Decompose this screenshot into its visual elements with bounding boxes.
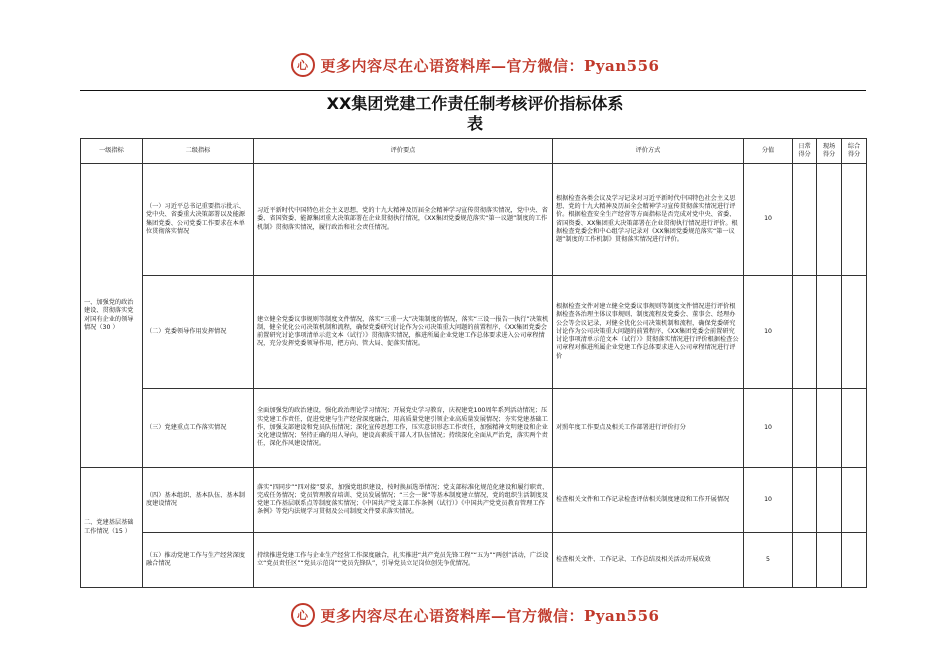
indicator-table: [80, 138, 867, 588]
evaluation-method: 根据检查各类会议及学习记录对习近平新时代中国特色社会主义思想、党的十九大精神及历届全会精神学习宣传贯彻落实情况进行评价。根据检查安全生产经营等方面指标是否完成对党中央、省委、省国资委、XX集团重大决策部署在企业贯彻执行情况进行评价。根据检查党委会和中心组学习记录对《XX集团党委规范落实“第一议题”制度的工作机制》贯彻落实情况进行评价。: [553, 164, 744, 276]
evaluation-points: 习近平新时代中国特色社会主义思想，党的十九大精神及历届全会精神学习宣传贯彻落实情况，党中央、省委、省国资委、能源集团重大决策部署在企业贯彻执行情况，《XX集团党委规范落实“第一议题”制度的工作机制》贯彻落实情况，履行政治和社会责任情况。: [254, 164, 553, 276]
score-value: 10: [744, 164, 793, 276]
header-onsite: 现场得分: [817, 139, 842, 164]
secondary-indicator: （三）党建重点工作落实情况: [143, 389, 254, 468]
primary-indicator: 一、加强党的政治建设、贯彻落实党对国有企业的领导情况（30 ）: [81, 164, 143, 468]
daily-score-cell: [793, 276, 817, 389]
daily-score-cell: [793, 389, 817, 468]
header-primary: 一级指标: [81, 139, 143, 164]
total-score-cell: [842, 276, 867, 389]
score-value: 10: [744, 389, 793, 468]
watermark-banner-top: [0, 50, 950, 80]
evaluation-method: 检查相关文件和工作记录检查评估相关制度建设和工作开展情况: [553, 468, 744, 533]
secondary-indicator: （五）推动党建工作与生产经营深度融合情况: [143, 533, 254, 588]
primary-indicator: 二、党建基层基础工作情况（15 ）: [81, 468, 143, 588]
evaluation-points: 全面加强党的政治建设，强化政治理论学习情况；开展党史学习教育，庆祝建党100周年系列活动情况；压实党建工作责任，促进党建与生产经营深度融合，用高质量党建引领企业高质量发展情况；夯实党建基础工作，加强支部建设和党员队伍情况；深化宣传思想工作，压实意识形态工作责任，加强精神文明建设和企业文化建设情况；坚持正确的用人导向，建设高素质干部人才队伍情况；持续深化全面从严治党，落实两个责任，深化作风建设情况。: [254, 389, 553, 468]
table-row: [81, 468, 867, 533]
header-points: 评价要点: [254, 139, 553, 164]
header-method: 评价方式: [553, 139, 744, 164]
document-title: [0, 94, 950, 134]
onsite-score-cell: [817, 533, 842, 588]
logo-seal-icon: 心: [291, 603, 315, 627]
table-header-row: [81, 139, 867, 164]
evaluation-points: 落实“四同步”“四对接”要求，加强党组织建设，按时换届选举情况；党支部标准化规范化建设和履行职责、完成任务情况；党员管理教育培训、党员发展情况；“三会一课”等基本制度建立情况，党的组织生活制度及党建工作基层联系点等制度落实情况；《中国共产党支部工作条例（试行）》《中国共产党党员教育管理工作条例》等党内法规学习贯彻及公司制度文件要求落实情况。: [254, 468, 553, 533]
score-value: 5: [744, 533, 793, 588]
onsite-score-cell: [817, 276, 842, 389]
score-value: 10: [744, 276, 793, 389]
header-rule: [80, 90, 866, 91]
evaluation-points: 持续推进党建工作与企业生产经营工作深度融合，扎实推进“共产党员先锋工程”“五为”“两创”活动，广泛设立“党员责任区”“党员示范岗”“党员先锋队”，引导党员立足岗位创先争优情况。: [254, 533, 553, 588]
watermark-text: 更多内容尽在心语资料库—官方微信：Pyan556: [320, 606, 660, 625]
table-row: [81, 276, 867, 389]
onsite-score-cell: [817, 164, 842, 276]
total-score-cell: [842, 468, 867, 533]
header-total: 综合得分: [842, 139, 867, 164]
onsite-score-cell: [817, 389, 842, 468]
evaluation-points: 建立健全党委议事规则等制度文件情况，落实“三重一大”决策制度的情况，落实“三设一报告一执行”决策机制，健全优化公司决策机制和流程，确保党委研究讨论作为公司决策重大问题的前置程序，《XX集团党委会前置研究讨论事项清单示范文本（试行）》贯彻落实情况，推进所属企业党建工作总体要求进入公司章程情况，充分发挥党委领导作用，把方向、管大局、促落实情况。: [254, 276, 553, 389]
header-secondary: 二级指标: [143, 139, 254, 164]
header-score: 分值: [744, 139, 793, 164]
logo-seal-icon: 心: [291, 53, 315, 77]
total-score-cell: [842, 533, 867, 588]
secondary-indicator: （二）党委领导作用发挥情况: [143, 276, 254, 389]
daily-score-cell: [793, 468, 817, 533]
table-row: [81, 389, 867, 468]
evaluation-method: 对照年度工作要点及相关工作部署进行评价打分: [553, 389, 744, 468]
evaluation-method: 根据检查文件对建立健全党委议事规则等制度文件情况进行评价根据检查各治理主体议事规则、制度流程及党委会、董事会、经理办公会等会议记录，对健全优化公司决策机制和流程，确保党委研究讨论作为公司决策重大问题的前置程序，《XX集团党委会前置研究讨论事项清单示范文本（试行）》贯彻落实情况进行评价根据检查公司章程对推进所属企业党建工作总体要求进入公司章程情况进行评价: [553, 276, 744, 389]
header-daily: 日常得分: [793, 139, 817, 164]
onsite-score-cell: [817, 468, 842, 533]
table-row: [81, 533, 867, 588]
score-value: 10: [744, 468, 793, 533]
total-score-cell: [842, 164, 867, 276]
secondary-indicator: （一）习近平总书记重要指示批示、党中央、省委重大决策部署以及能源集团党委、公司党委工作要求在本单位贯彻落实情况: [143, 164, 254, 276]
daily-score-cell: [793, 533, 817, 588]
watermark-banner-bottom: [0, 600, 950, 630]
secondary-indicator: （四）基本组织、基本队伍、基本制度建设情况: [143, 468, 254, 533]
title-line-1: XX集团党建工作责任制考核评价指标体系: [326, 94, 624, 113]
title-line-2: 表: [466, 114, 483, 133]
table-row: [81, 164, 867, 276]
watermark-text: 更多内容尽在心语资料库—官方微信：Pyan556: [320, 56, 660, 75]
total-score-cell: [842, 389, 867, 468]
daily-score-cell: [793, 164, 817, 276]
evaluation-method: 检查相关文件、工作记录、工作总结及相关活动开展成效: [553, 533, 744, 588]
